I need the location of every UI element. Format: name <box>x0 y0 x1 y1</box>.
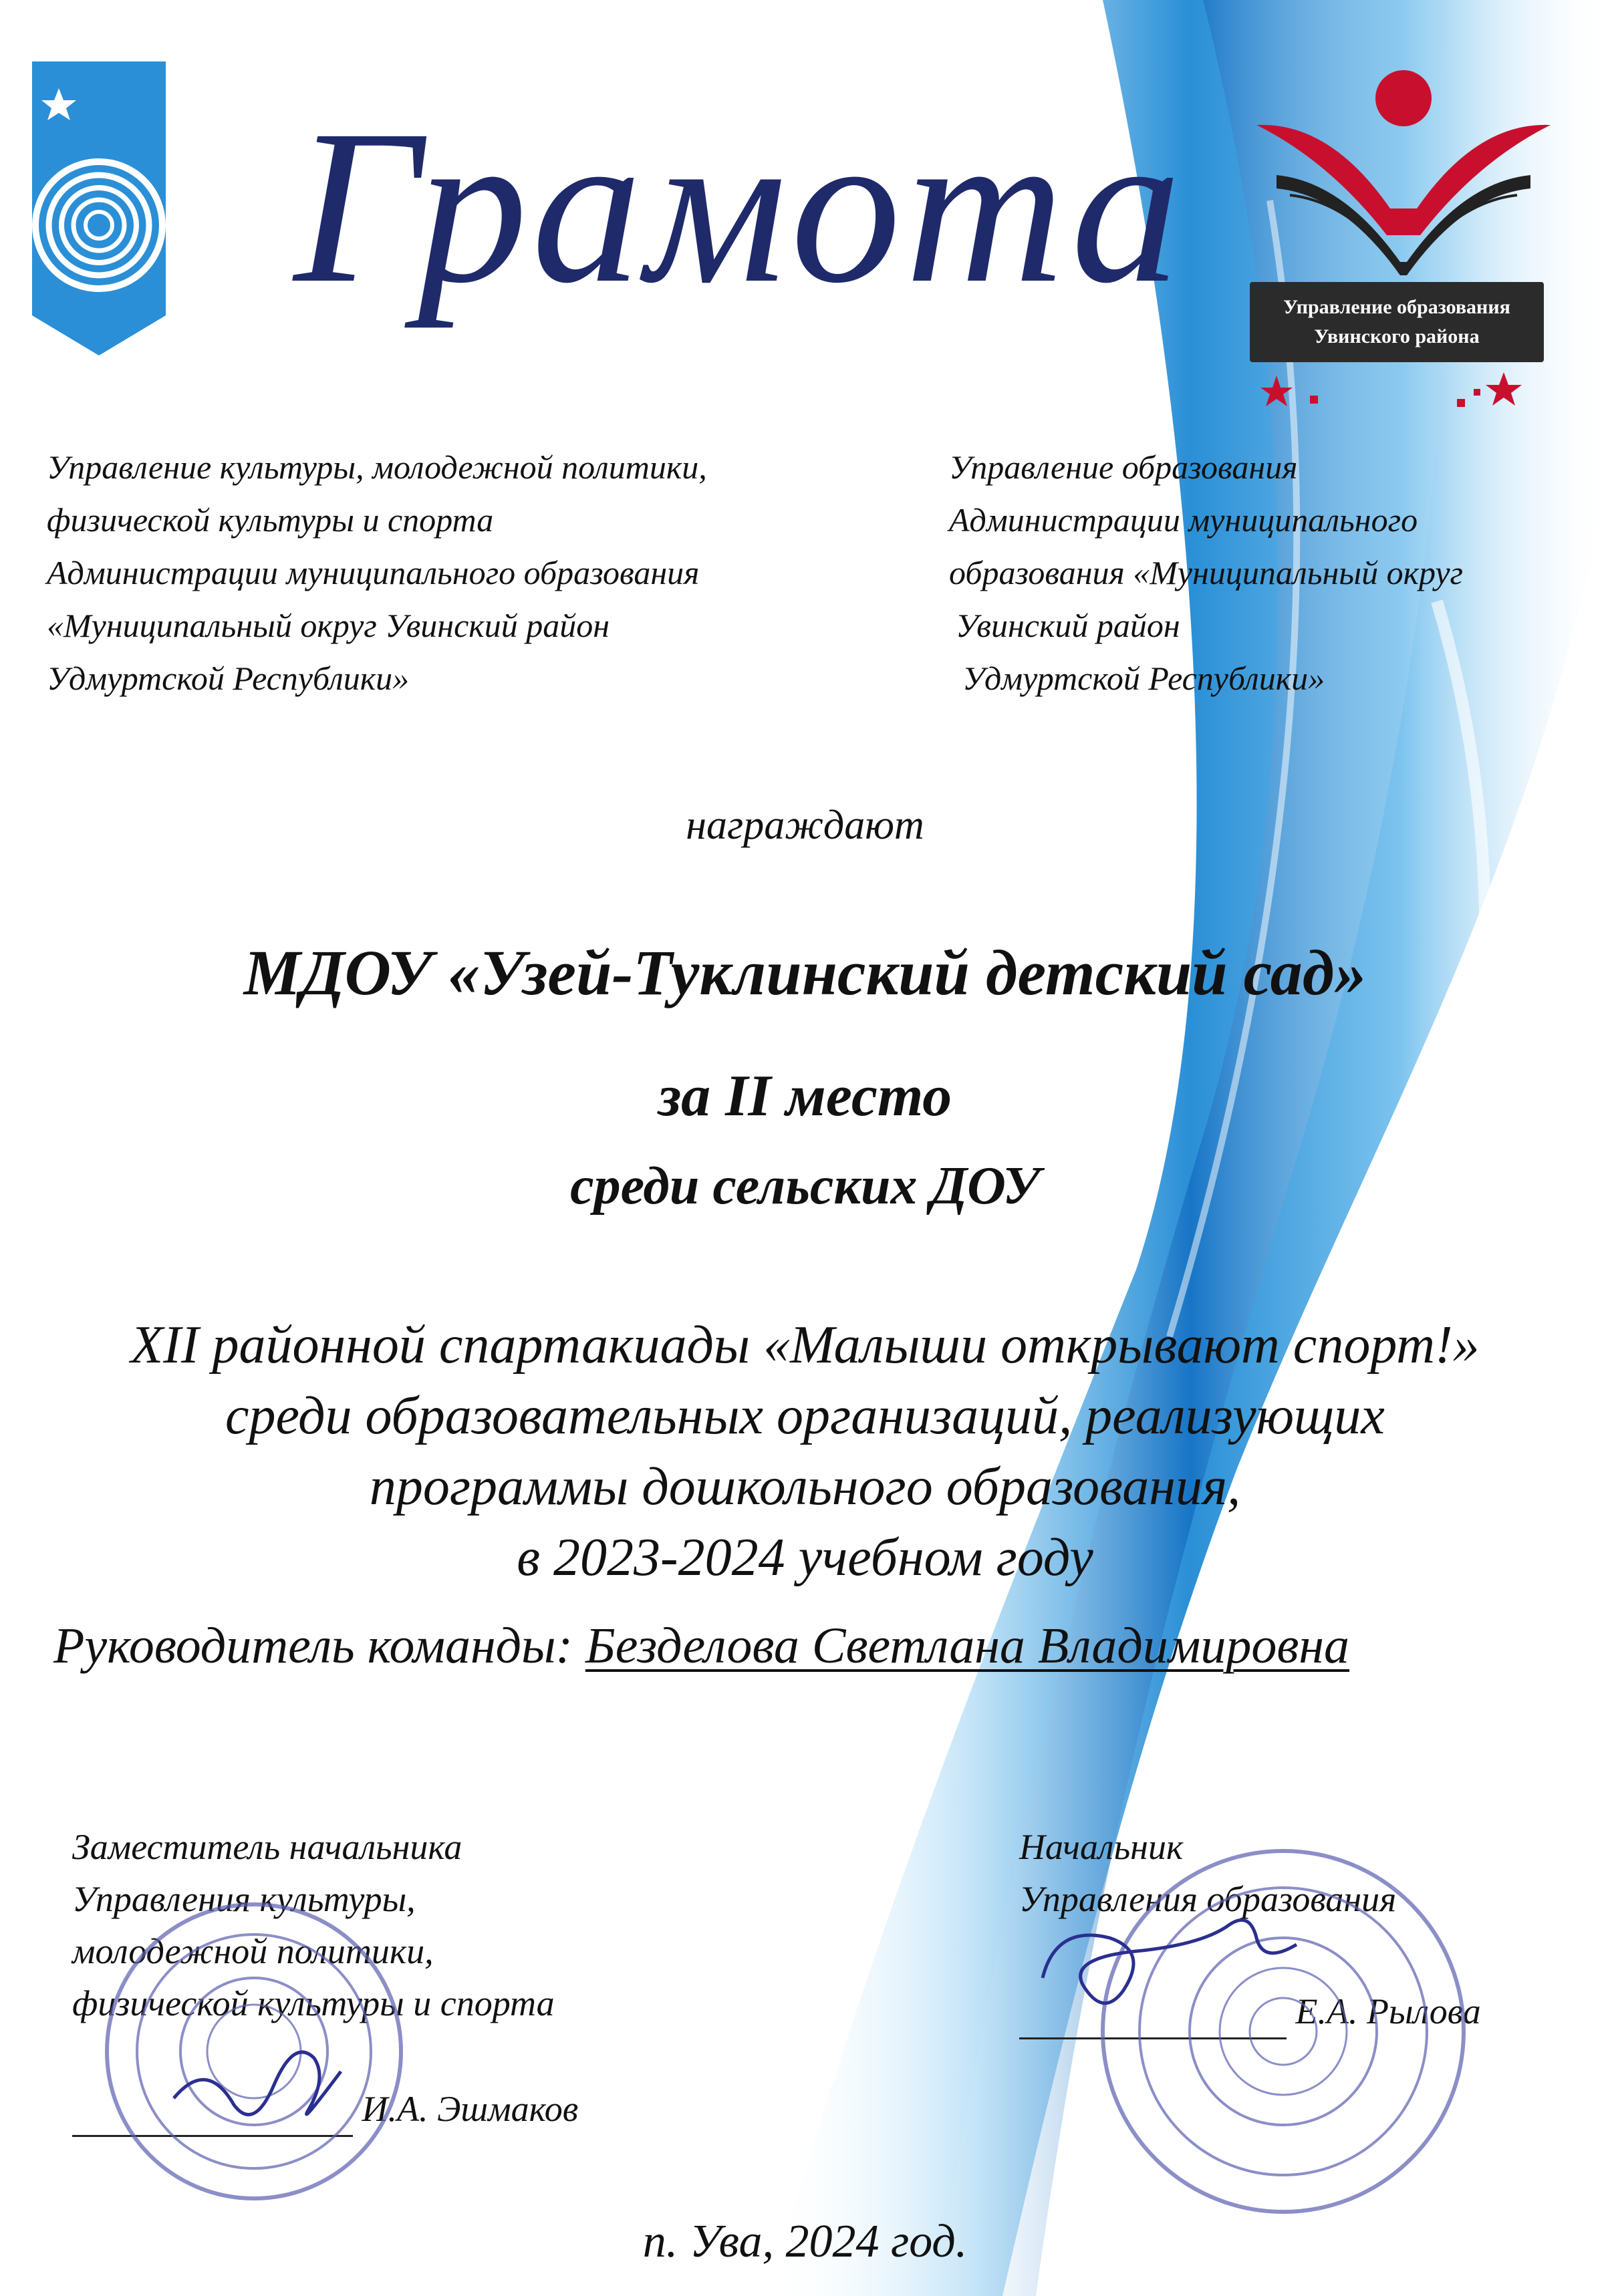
issuer-left-line: Удмуртской Республики» <box>47 660 410 697</box>
event-line: среди образовательных организаций, реализующих <box>225 1387 1385 1445</box>
issuer-left-line: Управление культуры, молодежной политики, <box>47 448 707 486</box>
team-leader <box>53 1617 1591 1675</box>
certificate-title: Грамота <box>294 85 1186 329</box>
place-and-year: п. Ува, 2024 год. <box>642 2216 968 2267</box>
issuer-right-line: Увинский район <box>956 607 1180 644</box>
education-department-logo <box>1236 61 1584 422</box>
issuer-left-line: Администрации муниципального образования <box>47 554 700 591</box>
logo-plate-line-1: Управление образования <box>1283 296 1510 318</box>
issuer-right <box>949 441 1584 705</box>
awards-verb: награждают <box>686 803 924 848</box>
left-signature-icon <box>167 2018 368 2138</box>
coat-of-arms <box>32 61 166 355</box>
signatory-left-line: Заместитель начальника <box>72 1827 462 1867</box>
logo-plate <box>1250 282 1544 362</box>
category: среди сельских ДОУ <box>570 1157 1040 1215</box>
uva-coat-of-arms-icon <box>32 61 166 355</box>
right-signature-icon <box>1029 1898 1310 2031</box>
signatory-right-line: Управления образования <box>1019 1879 1397 1919</box>
issuer-left <box>47 441 916 705</box>
recipient-name: МДОУ «Узей-Туклинский детский сад» <box>243 937 1367 1008</box>
issuer-left-line: «Муниципальный округ Увинский район <box>47 607 610 644</box>
event-description <box>0 1310 1610 1593</box>
signatory-right-name: Е.А. Рылова <box>1295 1991 1481 2031</box>
event-line: XII районной спартакиады «Малыши открывают спорт!» <box>130 1316 1480 1375</box>
issuer-right-line: Удмуртской Республики» <box>962 660 1325 697</box>
signatory-right-line: Начальник <box>1019 1827 1184 1867</box>
event-line: программы дошкольного образования, <box>369 1457 1241 1516</box>
issuer-left-line: физической культуры и спорта <box>47 501 494 539</box>
star-ornament-icon <box>1236 369 1584 422</box>
issuer-right-line: образования «Муниципальный округ <box>949 554 1464 591</box>
team-leader-name: Безделова Светлана Владимировна <box>585 1618 1350 1674</box>
signatory-left-line: физической культуры и спорта <box>72 1983 555 2023</box>
event-line: в 2023-2024 учебном году <box>517 1528 1093 1587</box>
team-leader-label: Руководитель команды: <box>53 1618 573 1674</box>
signatory-left-line: молодежной политики, <box>72 1931 434 1971</box>
signatory-left-name: И.А. Эшмаков <box>362 2089 579 2129</box>
place-achieved: за II место <box>658 1064 952 1129</box>
book-figure-icon <box>1236 61 1584 282</box>
signatory-left-line: Управления культуры, <box>72 1879 416 1919</box>
issuer-right-line: Администрации муниципального <box>949 501 1418 539</box>
issuer-right-line: Управление образования <box>949 448 1298 486</box>
logo-plate-line-2: Увинского района <box>1314 325 1480 347</box>
